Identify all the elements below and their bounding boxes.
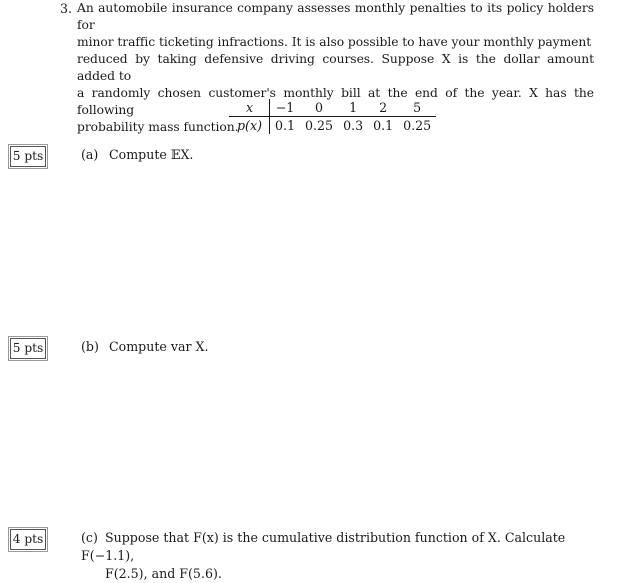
pmf-x-value: 0 bbox=[300, 99, 338, 117]
part-a-label: (a) bbox=[81, 147, 99, 162]
statement-line: An automobile insurance company assesses monthly penalties to its policy holders for bbox=[77, 1, 594, 32]
points-badge-a: 5 pts bbox=[10, 146, 46, 167]
part-c-line2: F(2.5), and F(5.6). bbox=[105, 566, 222, 581]
part-a bbox=[81, 146, 193, 164]
part-b-text: Compute var X. bbox=[109, 339, 209, 354]
pmf-p-header: p(x) bbox=[229, 117, 270, 135]
part-b bbox=[81, 338, 208, 356]
statement-line: minor traffic ticketing infractions. It is also possible to have your monthly payment bbox=[77, 35, 592, 49]
statement-line: probability mass function. bbox=[77, 120, 239, 134]
pmf-x-value: 2 bbox=[368, 99, 398, 117]
pmf-x-value: −1 bbox=[270, 99, 301, 117]
part-a-text: Compute 𝔼X. bbox=[109, 147, 194, 162]
part-c-text: Suppose that F(x) is the cumulative distribution function of X. Calculate F(−1.1), bbox=[81, 530, 566, 563]
pmf-p-row bbox=[229, 117, 436, 135]
pmf-p-value: 0.25 bbox=[305, 118, 334, 133]
points-badge-b: 5 pts bbox=[10, 338, 46, 359]
points-badge-c: 4 pts bbox=[10, 529, 46, 550]
pmf-p-value: 0.1 bbox=[275, 118, 296, 133]
pmf-x-value: 5 bbox=[398, 99, 436, 117]
part-b-label: (b) bbox=[81, 339, 99, 354]
part-c-line1 bbox=[81, 529, 593, 565]
pmf-table bbox=[229, 99, 436, 134]
pmf-p-value: 0.3 bbox=[343, 118, 364, 133]
pmf-p-value: 0.1 bbox=[373, 118, 394, 133]
part-c-label: (c) bbox=[81, 530, 98, 545]
problem-number: 3. bbox=[60, 1, 73, 16]
statement-line: reduced by taking defensive driving courses. Suppose X is the dollar amount added to bbox=[77, 52, 594, 83]
pmf-x-value: 1 bbox=[338, 99, 368, 117]
pmf-x-row bbox=[229, 99, 436, 117]
pmf-p-value: 0.25 bbox=[403, 118, 432, 133]
pmf-x-header: x bbox=[229, 99, 270, 117]
statement-line: a randomly chosen customer's monthly bill at the end of the year. X has the following bbox=[77, 86, 594, 117]
